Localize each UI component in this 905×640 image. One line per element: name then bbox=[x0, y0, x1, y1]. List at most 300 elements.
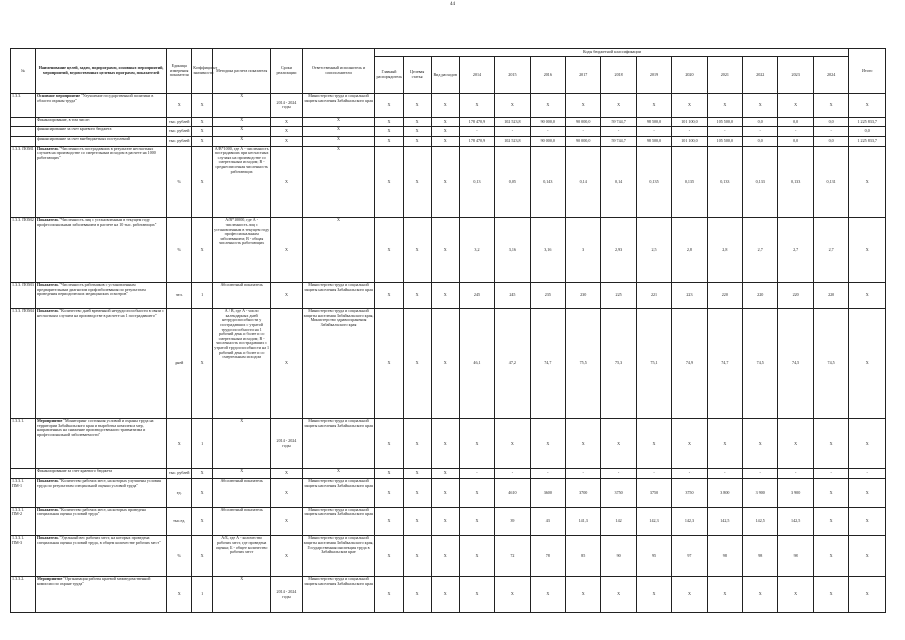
row-vr: Х bbox=[431, 282, 459, 308]
row-executor: Министерство труда и социальной защиты населения Забайкальского края bbox=[302, 419, 375, 469]
row-year-value: 225 bbox=[601, 282, 636, 308]
row-name: Мероприятие "Организация работы краевой межведомственной комиссии по охране труда" bbox=[35, 577, 166, 613]
row-weight: Х bbox=[192, 469, 213, 479]
row-year-value: 74,5 bbox=[743, 309, 778, 419]
row-year-value: 2,7 bbox=[743, 218, 778, 283]
row-year-value: - bbox=[601, 469, 636, 479]
header-executor: Ответственный исполнитель и соисполнители bbox=[302, 49, 375, 94]
row-method: Х bbox=[213, 117, 271, 127]
row-cs: Х bbox=[403, 469, 431, 479]
header-vr: Вид расходов bbox=[431, 57, 459, 94]
table-row bbox=[11, 479, 886, 508]
row-weight: Х bbox=[192, 94, 213, 118]
row-year-value: 3 900 bbox=[778, 479, 813, 508]
row-year-value: 0,143 bbox=[530, 146, 565, 218]
row-no bbox=[11, 137, 36, 147]
row-cs: Х bbox=[403, 282, 431, 308]
row-weight: Х bbox=[192, 309, 213, 419]
row-year-value: 39 bbox=[495, 507, 530, 536]
row-total: - bbox=[849, 469, 886, 479]
row-year-value: 0,133 bbox=[707, 146, 742, 218]
row-year-value: - bbox=[743, 127, 778, 137]
row-year-value: 0,135 bbox=[636, 146, 671, 218]
row-vr: Х bbox=[431, 218, 459, 283]
row-gr: Х bbox=[375, 419, 403, 469]
row-year-value: Х bbox=[459, 577, 494, 613]
row-vr: Х bbox=[431, 536, 459, 577]
row-weight: 1 bbox=[192, 577, 213, 613]
row-year-value: 105 500,0 bbox=[707, 117, 742, 127]
row-unit: тыс. рублей bbox=[167, 469, 192, 479]
row-year-value: 0,14 bbox=[566, 146, 601, 218]
row-kind-label: Основное мероприятие bbox=[36, 93, 81, 98]
row-year-value: Х bbox=[459, 507, 494, 536]
row-year-value: Х bbox=[495, 94, 530, 118]
row-kind-label: Показатель bbox=[36, 281, 59, 287]
table-row bbox=[11, 309, 886, 419]
row-year-value: 220 bbox=[707, 282, 742, 308]
header-year: 2016 bbox=[530, 57, 565, 94]
row-weight: Х bbox=[192, 536, 213, 577]
row-cs: Х bbox=[403, 536, 431, 577]
row-cs: Х bbox=[403, 419, 431, 469]
row-gr: Х bbox=[375, 479, 403, 508]
row-year-value: - bbox=[672, 469, 707, 479]
row-executor: Х bbox=[302, 137, 375, 147]
row-year-value: - bbox=[459, 127, 494, 137]
row-no: 1.3.3. bbox=[11, 94, 36, 118]
row-cs: Х bbox=[403, 117, 431, 127]
table-row bbox=[11, 218, 886, 283]
row-year-value: 3 800 bbox=[707, 479, 742, 508]
row-year-value: - bbox=[566, 127, 601, 137]
row-no bbox=[11, 117, 36, 127]
row-year-value: 90 000,0 bbox=[566, 117, 601, 127]
row-year-value: 2,93 bbox=[601, 218, 636, 283]
row-period: Х bbox=[271, 218, 302, 283]
row-gr: Х bbox=[375, 137, 403, 147]
row-year-value: 2,7 bbox=[813, 218, 849, 283]
row-year-value: 220 bbox=[743, 282, 778, 308]
header-year: 2014 bbox=[459, 57, 494, 94]
header-year: 2017 bbox=[566, 57, 601, 94]
table-row bbox=[11, 507, 886, 536]
row-vr: Х bbox=[431, 469, 459, 479]
row-cs: Х bbox=[403, 127, 431, 137]
row-period: Х bbox=[271, 479, 302, 508]
row-year-value: - bbox=[707, 127, 742, 137]
row-year-value: 3 bbox=[566, 218, 601, 283]
row-executor: Министерство труда и социальной защиты населения Забайкальского края bbox=[302, 507, 375, 536]
row-method: А/Б, где А - количество рабочих мест, где проведена оценка; Б - общее количество рабочих мест bbox=[213, 536, 271, 577]
row-year-value: Х bbox=[459, 419, 494, 469]
row-year-value: 90 000,0 bbox=[530, 137, 565, 147]
row-year-value: Х bbox=[813, 577, 849, 613]
row-year-value: 85 bbox=[566, 536, 601, 577]
row-period: Х bbox=[271, 117, 302, 127]
row-gr: Х bbox=[375, 282, 403, 308]
row-total: Х bbox=[849, 94, 886, 118]
row-year-value: 2,7 bbox=[778, 218, 813, 283]
table-body bbox=[11, 94, 886, 613]
row-year-value: - bbox=[636, 469, 671, 479]
header-gr: Главный распорядитель bbox=[375, 57, 403, 94]
header-no: № bbox=[11, 49, 36, 94]
row-weight: 1 bbox=[192, 419, 213, 469]
row-period: Х bbox=[271, 127, 302, 137]
header-period: Сроки реализации bbox=[271, 49, 302, 94]
header-year: 2021 bbox=[707, 57, 742, 94]
row-gr: Х bbox=[375, 507, 403, 536]
table-row bbox=[11, 127, 886, 137]
row-method: Х bbox=[213, 94, 271, 118]
row-year-value: 2,5 bbox=[636, 218, 671, 283]
table-row bbox=[11, 536, 886, 577]
row-year-value: - bbox=[566, 469, 601, 479]
row-total: Х bbox=[849, 282, 886, 308]
row-year-value: 75,1 bbox=[636, 309, 671, 419]
header-year: 2020 bbox=[672, 57, 707, 94]
row-year-value: 0,131 bbox=[813, 146, 849, 218]
row-year-value: 90 bbox=[601, 536, 636, 577]
row-vr: Х bbox=[431, 117, 459, 127]
header-total: Итого bbox=[849, 49, 886, 94]
row-vr: Х bbox=[431, 577, 459, 613]
row-unit: тыс. рублей bbox=[167, 127, 192, 137]
row-gr: Х bbox=[375, 117, 403, 127]
row-year-value: 74,5 bbox=[778, 309, 813, 419]
row-year-value: 0,0 bbox=[743, 137, 778, 147]
row-year-value: 47,2 bbox=[495, 309, 530, 419]
row-kind-label: Показатель bbox=[36, 535, 59, 541]
row-year-value: Х bbox=[778, 94, 813, 118]
row-cs: Х bbox=[403, 309, 431, 419]
row-year-value: Х bbox=[707, 419, 742, 469]
row-unit: % bbox=[167, 146, 192, 218]
row-year-value: 72 bbox=[495, 536, 530, 577]
row-no: 1.3.3.1. ПМ-1 bbox=[11, 479, 36, 508]
row-year-value: 74,7 bbox=[707, 309, 742, 419]
row-year-value: 75,3 bbox=[601, 309, 636, 419]
row-year-value: Х bbox=[495, 419, 530, 469]
row-year-value: 0,05 bbox=[495, 146, 530, 218]
row-executor: Х bbox=[302, 127, 375, 137]
row-year-value: Х bbox=[778, 577, 813, 613]
row-gr: Х bbox=[375, 309, 403, 419]
row-year-value: 178 470,9 bbox=[459, 137, 494, 147]
row-year-value: Х bbox=[459, 479, 494, 508]
row-method: Х bbox=[213, 137, 271, 147]
row-name: Показатель "Численность лиц с установленным в текущем году профессиональным заболеванием в расчете на 10 тыс. работающих" bbox=[35, 218, 166, 283]
row-year-value: 98 bbox=[707, 536, 742, 577]
row-year-value: - bbox=[813, 469, 849, 479]
row-year-value: - bbox=[495, 469, 530, 479]
row-total: 1 225 833,7 bbox=[849, 137, 886, 147]
header-weight: Коэффициент значимости bbox=[192, 49, 213, 94]
row-unit: дней bbox=[167, 309, 192, 419]
row-year-value: Х bbox=[813, 536, 849, 577]
row-year-value: 98 bbox=[778, 536, 813, 577]
row-year-value: Х bbox=[601, 94, 636, 118]
row-year-value: - bbox=[813, 127, 849, 137]
row-year-value: Х bbox=[601, 419, 636, 469]
row-year-value: 3750 bbox=[672, 479, 707, 508]
row-total: Х bbox=[849, 577, 886, 613]
row-total: Х bbox=[849, 146, 886, 218]
row-year-value: 3600 bbox=[530, 479, 565, 508]
header-year: 2015 bbox=[495, 57, 530, 94]
row-vr: Х bbox=[431, 507, 459, 536]
row-weight: Х bbox=[192, 479, 213, 508]
row-gr: Х bbox=[375, 577, 403, 613]
row-method: Абсолютный показатель bbox=[213, 507, 271, 536]
header-year: 2023 bbox=[778, 57, 813, 94]
row-vr: Х bbox=[431, 146, 459, 218]
row-year-value: 220 bbox=[813, 282, 849, 308]
row-name: финансирование за счет внебюджетных поступлений bbox=[35, 137, 166, 147]
row-unit: тыс. рублей bbox=[167, 117, 192, 127]
row-year-value: Х bbox=[566, 577, 601, 613]
row-year-value: Х bbox=[672, 577, 707, 613]
row-period: Х bbox=[271, 309, 302, 419]
table-row bbox=[11, 94, 886, 118]
row-unit: чел. bbox=[167, 282, 192, 308]
row-no: 1.3.3. ПОМ4 bbox=[11, 309, 36, 419]
header-year: 2018 bbox=[601, 57, 636, 94]
row-weight: 1 bbox=[192, 282, 213, 308]
row-kind-label: Мероприятие bbox=[36, 418, 63, 424]
row-year-value: Х bbox=[672, 94, 707, 118]
row-year-value: 245 bbox=[495, 282, 530, 308]
program-table bbox=[10, 48, 886, 613]
row-kind-label: Мероприятие bbox=[36, 576, 63, 582]
row-name: финансирование за счет краевого бюджета bbox=[35, 127, 166, 137]
row-no: 1.3.3. ПОМ3 bbox=[11, 282, 36, 308]
row-year-value: 0,0 bbox=[778, 117, 813, 127]
row-year-value: 142,5 bbox=[743, 507, 778, 536]
row-cs: Х bbox=[403, 146, 431, 218]
row-period: Х bbox=[271, 146, 302, 218]
row-year-value: 43 bbox=[530, 507, 565, 536]
row-total: Х bbox=[849, 536, 886, 577]
row-year-value: 221 bbox=[636, 282, 671, 308]
row-name: Показатель "Удельный вес рабочих мест, на которых проведена специальная оценка условий труда, в общем количестве рабочих мест" bbox=[35, 536, 166, 577]
row-unit: % bbox=[167, 218, 192, 283]
row-unit: % bbox=[167, 536, 192, 577]
table-row bbox=[11, 577, 886, 613]
row-period: Х bbox=[271, 507, 302, 536]
row-total: Х bbox=[849, 309, 886, 419]
row-year-value: 142 bbox=[601, 507, 636, 536]
row-year-value: 142,5 bbox=[707, 507, 742, 536]
row-gr: Х bbox=[375, 536, 403, 577]
row-year-value: - bbox=[459, 469, 494, 479]
row-year-value: Х bbox=[707, 577, 742, 613]
row-name: Показатель "Количество рабочих мест, на которых улучшены условия труда по результатам специальной оценки условий труда" bbox=[35, 479, 166, 508]
row-total: 1 225 833,7 bbox=[849, 117, 886, 127]
row-weight: Х bbox=[192, 127, 213, 137]
row-vr: Х bbox=[431, 127, 459, 137]
row-name: Мероприятие "Мониторинг состояния условий и охраны труда на территории Забайкальского края и выработка комплекса мер, направленных на снижение производственного травматизма и профессиональной заболеваемости" bbox=[35, 419, 166, 469]
row-year-value: 105 500,0 bbox=[707, 137, 742, 147]
row-year-value: 90 000,0 bbox=[566, 137, 601, 147]
row-year-value: 3,2 bbox=[459, 218, 494, 283]
row-year-value: 101 100,0 bbox=[672, 137, 707, 147]
row-year-value: 3750 bbox=[636, 479, 671, 508]
row-year-value: 97 bbox=[672, 536, 707, 577]
row-year-value: 3750 bbox=[601, 479, 636, 508]
header-cs: Целевая статья bbox=[403, 57, 431, 94]
row-year-value: Х bbox=[530, 94, 565, 118]
row-year-value: Х bbox=[636, 419, 671, 469]
row-year-value: 178 470,9 bbox=[459, 117, 494, 127]
row-no: 1.3.3.1. ПМ-3 bbox=[11, 536, 36, 577]
row-year-value: 0,0 bbox=[778, 137, 813, 147]
row-weight: Х bbox=[192, 218, 213, 283]
row-year-value: - bbox=[636, 127, 671, 137]
row-year-value: 0,0 bbox=[743, 117, 778, 127]
row-year-value: Х bbox=[459, 536, 494, 577]
row-cs: Х bbox=[403, 137, 431, 147]
row-cs: Х bbox=[403, 507, 431, 536]
row-total: Х bbox=[849, 419, 886, 469]
header-method: Методика расчета показателя bbox=[213, 49, 271, 94]
row-year-value: - bbox=[707, 469, 742, 479]
row-year-value: 0,133 bbox=[743, 146, 778, 218]
row-executor: Х bbox=[302, 117, 375, 127]
row-period: 2014 - 2024 годы bbox=[271, 94, 302, 118]
row-unit: Х bbox=[167, 94, 192, 118]
row-year-value: 98 500,0 bbox=[636, 117, 671, 127]
row-year-value: 2,8 bbox=[707, 218, 742, 283]
row-year-value: Х bbox=[672, 419, 707, 469]
row-year-value: 223 bbox=[672, 282, 707, 308]
row-year-value: 3700 bbox=[566, 479, 601, 508]
row-year-value: 102 523,8 bbox=[495, 137, 530, 147]
row-year-value: Х bbox=[530, 419, 565, 469]
header-name: Наименование целей, задач, подпрограмм, основных мероприятий, мероприятий, ведомственных целевых программ, показателей bbox=[35, 49, 166, 94]
row-vr: Х bbox=[431, 309, 459, 419]
row-kind-label: Показатель bbox=[36, 145, 59, 151]
row-vr: Х bbox=[431, 419, 459, 469]
row-executor: Министерство труда и социальной защиты населения Забайкальского края, Государственная инспекция труда в Забайкальском крае bbox=[302, 536, 375, 577]
row-name: Финансирование, в том числе: bbox=[35, 117, 166, 127]
table-row bbox=[11, 146, 886, 218]
row-unit: тыс. рублей bbox=[167, 137, 192, 147]
row-vr: Х bbox=[431, 479, 459, 508]
row-total: Х bbox=[849, 507, 886, 536]
row-executor: Министерство труда и социальной защиты населения Забайкальского края bbox=[302, 577, 375, 613]
row-unit: Х bbox=[167, 419, 192, 469]
row-year-value: 74,9 bbox=[672, 309, 707, 419]
row-method: Абсолютный показатель bbox=[213, 479, 271, 508]
row-year-value: 0,14 bbox=[601, 146, 636, 218]
row-method: Абсолютный показатель bbox=[213, 282, 271, 308]
row-year-value: 0,133 bbox=[778, 146, 813, 218]
row-year-value: 3,16 bbox=[530, 218, 565, 283]
row-unit: тыс.ед. bbox=[167, 507, 192, 536]
row-vr: Х bbox=[431, 137, 459, 147]
row-year-value: 3,16 bbox=[495, 218, 530, 283]
row-method: Х bbox=[213, 577, 271, 613]
row-period: Х bbox=[271, 137, 302, 147]
table-row bbox=[11, 137, 886, 147]
row-year-value: 101 100,0 bbox=[672, 117, 707, 127]
row-year-value: Х bbox=[813, 94, 849, 118]
header-year: 2024 bbox=[813, 57, 849, 94]
row-year-value: 235 bbox=[530, 282, 565, 308]
row-year-value: - bbox=[530, 127, 565, 137]
row-year-value: 98 bbox=[743, 536, 778, 577]
row-gr: Х bbox=[375, 127, 403, 137]
table-row bbox=[11, 419, 886, 469]
row-name: Показатель "Численность работников с установленным предварительным диагнозом профзаболевания по результатам проведения периодических медицинских осмотров" bbox=[35, 282, 166, 308]
row-no: 1.3.3. ПОМ1 bbox=[11, 146, 36, 218]
page-number: 44 bbox=[450, 2, 455, 7]
row-year-value: Х bbox=[601, 577, 636, 613]
row-gr: Х bbox=[375, 218, 403, 283]
row-year-value: - bbox=[672, 127, 707, 137]
row-year-value: 142,3 bbox=[636, 507, 671, 536]
row-year-value: Х bbox=[813, 419, 849, 469]
row-year-value: 102 523,8 bbox=[495, 117, 530, 127]
row-year-value: Х bbox=[530, 577, 565, 613]
row-method: А/В*1000, где А - численность пострадавших при несчастных случаях на производстве со смертельным исходом; В - среднесписочная численность работающих bbox=[213, 146, 271, 218]
row-year-value: 245 bbox=[459, 282, 494, 308]
row-gr: Х bbox=[375, 94, 403, 118]
row-total: 0,0 bbox=[849, 127, 886, 137]
row-kind-label: Показатель bbox=[36, 478, 59, 483]
row-vr: Х bbox=[431, 94, 459, 118]
row-weight: Х bbox=[192, 507, 213, 536]
row-period: Х bbox=[271, 469, 302, 479]
row-year-value: 0,0 bbox=[813, 117, 849, 127]
row-year-value: 0,13 bbox=[459, 146, 494, 218]
row-year-value: - bbox=[530, 469, 565, 479]
row-year-value: Х bbox=[743, 419, 778, 469]
row-weight: Х bbox=[192, 137, 213, 147]
row-cs: Х bbox=[403, 577, 431, 613]
row-method: А / В, где А - число календарных дней нетрудоспособности у пострадавших с утратой трудоспособности на 1 рабочий день и более и со смертельным исходом; В - численность пострадавших с утратой трудоспособности на 1 рабочий день и более и со смертельным исходом bbox=[213, 309, 271, 419]
row-method: А/В*10000, где А - численность лиц с установленным в текущем году профессиональным заболеванием; В - общая численность работающих bbox=[213, 218, 271, 283]
row-executor: Х bbox=[302, 469, 375, 479]
row-period: 2014 - 2024 годы bbox=[271, 577, 302, 613]
row-year-value: 2,8 bbox=[672, 218, 707, 283]
row-year-value: 59 744,7 bbox=[601, 117, 636, 127]
row-year-value: Х bbox=[743, 577, 778, 613]
row-cs: Х bbox=[403, 94, 431, 118]
row-year-value: 220 bbox=[778, 282, 813, 308]
row-no: 1.3.3. ПОМ2 bbox=[11, 218, 36, 283]
row-year-value: 98 500,0 bbox=[636, 137, 671, 147]
row-year-value: Х bbox=[813, 479, 849, 508]
row-kind-label: Показатель bbox=[36, 217, 59, 223]
row-weight: Х bbox=[192, 146, 213, 218]
row-gr: Х bbox=[375, 146, 403, 218]
row-name: Показатель "Численность пострадавших в результате несчастных случаев на производстве со смертельным исходом в расчете на 1000 работающих" bbox=[35, 146, 166, 218]
row-year-value: Х bbox=[636, 577, 671, 613]
row-year-value: Х bbox=[778, 419, 813, 469]
row-name: Показатель "Количество рабочих мест, на которых проведена специальная оценка условий труда" bbox=[35, 507, 166, 536]
row-kind-label: Показатель bbox=[36, 308, 59, 314]
header-year: 2022 bbox=[743, 57, 778, 94]
row-year-value: Х bbox=[636, 94, 671, 118]
row-total: Х bbox=[849, 479, 886, 508]
row-period: Х bbox=[271, 536, 302, 577]
row-executor: Министерство труда и социальной защиты населения Забайкальского края bbox=[302, 94, 375, 118]
row-unit: ед. bbox=[167, 479, 192, 508]
row-year-value: 75,5 bbox=[566, 309, 601, 419]
